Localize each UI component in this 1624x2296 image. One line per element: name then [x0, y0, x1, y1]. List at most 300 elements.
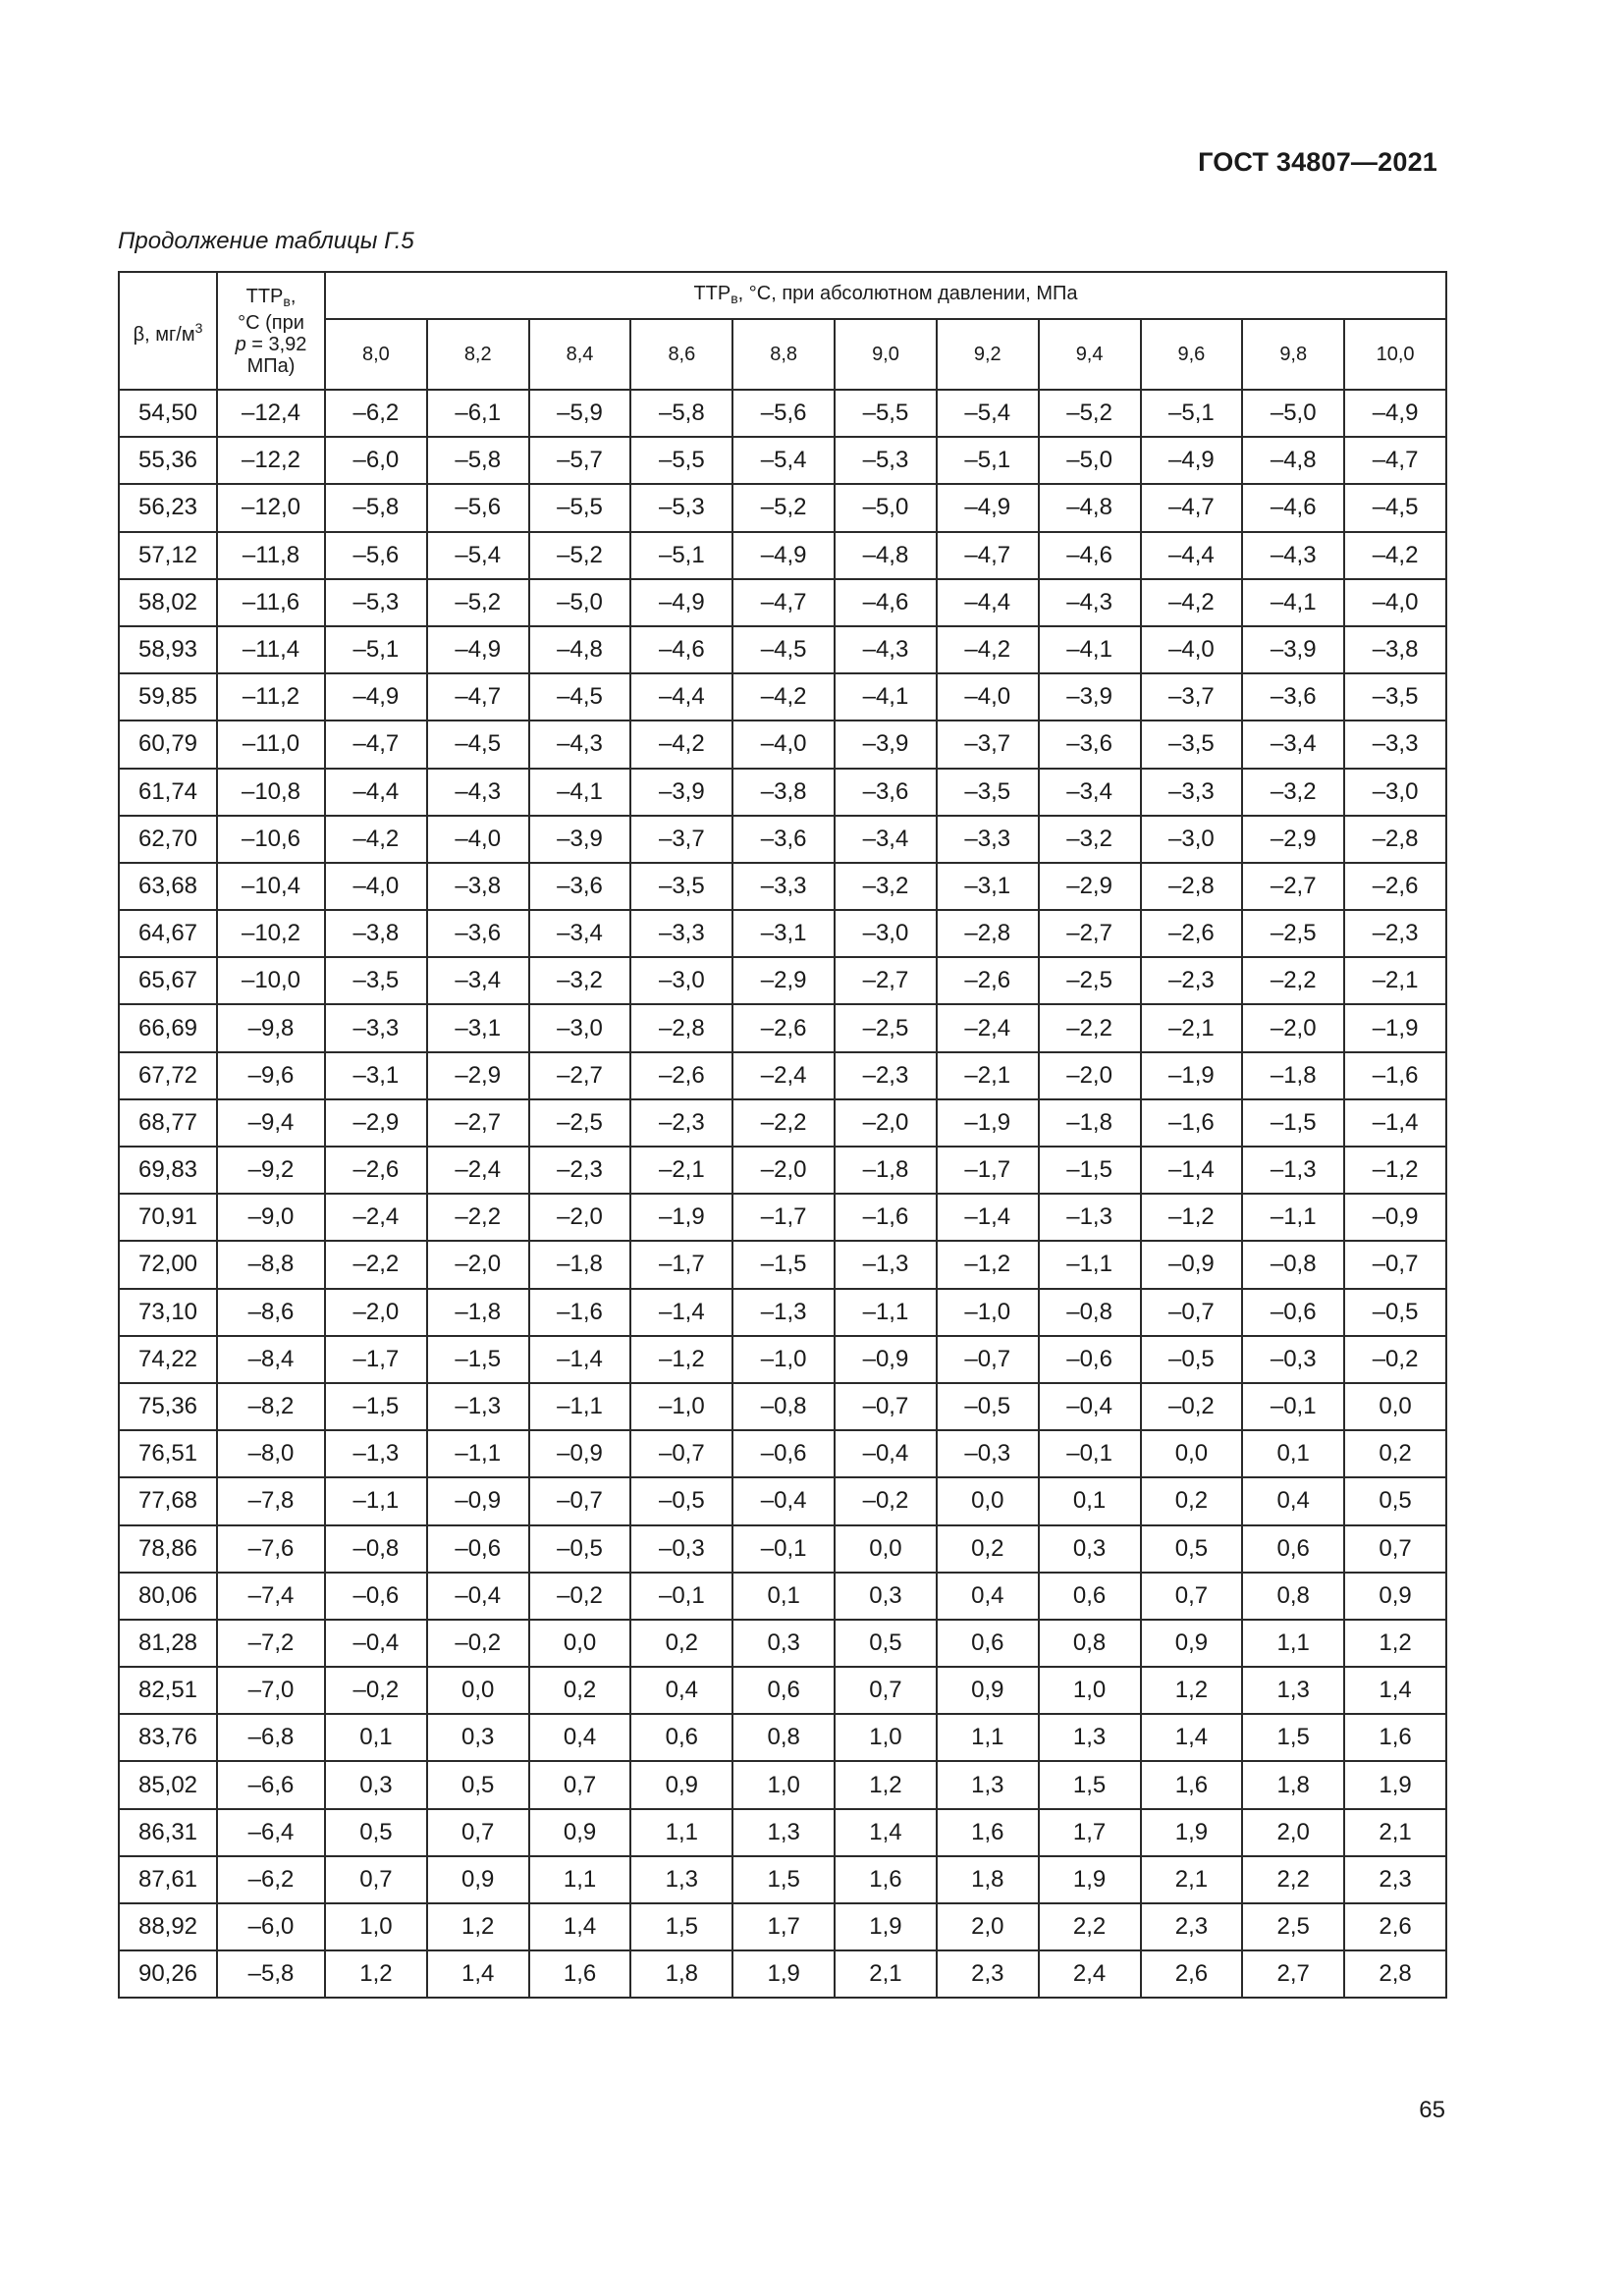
cell-ttr-value: –4,9 [427, 626, 529, 673]
cell-ttr-value: –3,0 [1141, 816, 1243, 863]
cell-ttr-value: –4,5 [427, 721, 529, 768]
cell-ttr-value: –3,4 [529, 910, 631, 957]
cell-ttr-value: –2,5 [529, 1099, 631, 1147]
cell-ttr-value: –2,7 [1242, 863, 1344, 910]
cell-ttr-reference: –7,4 [217, 1573, 325, 1620]
cell-beta: 90,26 [119, 1950, 217, 1998]
cell-ttr-value: –2,9 [427, 1052, 529, 1099]
table-row [119, 816, 1446, 863]
cell-ttr-value: 2,1 [1141, 1856, 1243, 1903]
cell-ttr-value: –1,8 [835, 1147, 937, 1194]
cell-ttr-value: 1,3 [630, 1856, 732, 1903]
cell-ttr-value: –3,6 [529, 863, 631, 910]
table-row [119, 484, 1446, 531]
cell-ttr-value: –3,2 [1242, 769, 1344, 816]
table-row [119, 1620, 1446, 1667]
cell-ttr-value: –3,8 [732, 769, 835, 816]
cell-ttr-value: –0,1 [1242, 1383, 1344, 1430]
cell-ttr-value: –3,5 [937, 769, 1039, 816]
cell-ttr-value: –1,1 [529, 1383, 631, 1430]
cell-beta: 83,76 [119, 1714, 217, 1761]
cell-ttr-value: –1,3 [835, 1241, 937, 1288]
cell-ttr-value: 0,6 [937, 1620, 1039, 1667]
cell-ttr-value: 0,4 [1242, 1477, 1344, 1524]
cell-ttr-reference: –5,8 [217, 1950, 325, 1998]
ttr-unit-line: °С (при [238, 311, 304, 334]
cell-ttr-value: 1,8 [937, 1856, 1039, 1903]
cell-ttr-value: –3,6 [732, 816, 835, 863]
cell-ttr-value: 1,3 [1039, 1714, 1141, 1761]
cell-ttr-value: –3,1 [325, 1052, 427, 1099]
cell-ttr-value: –1,8 [1039, 1099, 1141, 1147]
cell-ttr-value: –1,9 [630, 1194, 732, 1241]
cell-ttr-value: –4,7 [427, 673, 529, 721]
cell-ttr-value: –0,7 [630, 1430, 732, 1477]
cell-beta: 67,72 [119, 1052, 217, 1099]
table-row [119, 1667, 1446, 1714]
cell-ttr-value: –0,5 [1344, 1289, 1446, 1336]
cell-ttr-value: –0,1 [732, 1525, 835, 1573]
cell-ttr-value: 0,2 [1141, 1477, 1243, 1524]
cell-ttr-value: 1,5 [630, 1903, 732, 1950]
header-pressure: 8,4 [529, 319, 631, 390]
cell-beta: 82,51 [119, 1667, 217, 1714]
cell-ttr-value: –6,1 [427, 390, 529, 437]
cell-ttr-value: –4,1 [1242, 579, 1344, 626]
cell-ttr-value: –0,4 [732, 1477, 835, 1524]
cell-ttr-value: –4,5 [529, 673, 631, 721]
cell-ttr-value: –1,3 [732, 1289, 835, 1336]
cell-ttr-value: –4,2 [937, 626, 1039, 673]
cell-ttr-value: –3,1 [937, 863, 1039, 910]
table-row [119, 769, 1446, 816]
table-row [119, 1289, 1446, 1336]
cell-ttr-value: –4,0 [732, 721, 835, 768]
cell-ttr-value: 0,5 [325, 1809, 427, 1856]
table-row [119, 1573, 1446, 1620]
cell-ttr-value: –5,6 [732, 390, 835, 437]
cell-ttr-value: 0,0 [1141, 1430, 1243, 1477]
cell-ttr-value: –1,4 [529, 1336, 631, 1383]
cell-ttr-value: 0,7 [1344, 1525, 1446, 1573]
cell-ttr-value: –4,3 [529, 721, 631, 768]
cell-ttr-value: 1,2 [1344, 1620, 1446, 1667]
cell-ttr-value: –0,1 [1039, 1430, 1141, 1477]
cell-ttr-value: –0,5 [1141, 1336, 1243, 1383]
cell-beta: 74,22 [119, 1336, 217, 1383]
table-row [119, 1477, 1446, 1524]
header-pressure: 9,0 [835, 319, 937, 390]
table-row [119, 390, 1446, 437]
cell-beta: 86,31 [119, 1809, 217, 1856]
cell-ttr-value: –2,7 [835, 957, 937, 1004]
cell-ttr-value: –3,0 [1344, 769, 1446, 816]
cell-ttr-value: 0,6 [1039, 1573, 1141, 1620]
cell-ttr-value: 0,9 [1141, 1620, 1243, 1667]
header-pressure: 8,6 [630, 319, 732, 390]
cell-ttr-value: 0,3 [1039, 1525, 1141, 1573]
cell-ttr-value: –2,4 [325, 1194, 427, 1241]
header-pressure: 9,6 [1141, 319, 1243, 390]
cell-ttr-value: –1,6 [835, 1194, 937, 1241]
cell-ttr-value: –4,6 [1242, 484, 1344, 531]
cell-ttr-value: –4,7 [1141, 484, 1243, 531]
cell-ttr-value: –1,8 [427, 1289, 529, 1336]
cell-ttr-value: –3,1 [427, 1004, 529, 1051]
cell-ttr-reference: –6,6 [217, 1761, 325, 1808]
cell-ttr-value: 1,3 [732, 1809, 835, 1856]
cell-ttr-value: –4,6 [1039, 532, 1141, 579]
cell-ttr-value: –1,3 [1242, 1147, 1344, 1194]
cell-ttr-value: 0,0 [529, 1620, 631, 1667]
cell-beta: 80,06 [119, 1573, 217, 1620]
header-ttr-at-reference [217, 272, 325, 390]
cell-ttr-value: –2,0 [1242, 1004, 1344, 1051]
cell-beta: 88,92 [119, 1903, 217, 1950]
table-row [119, 721, 1446, 768]
cell-ttr-value: –0,2 [1141, 1383, 1243, 1430]
cell-ttr-value: –4,9 [1344, 390, 1446, 437]
cell-ttr-value: –2,6 [630, 1052, 732, 1099]
cell-ttr-value: 2,5 [1242, 1903, 1344, 1950]
cell-ttr-value: –2,1 [1141, 1004, 1243, 1051]
cell-ttr-value: –1,1 [427, 1430, 529, 1477]
cell-beta: 66,69 [119, 1004, 217, 1051]
cell-ttr-value: –0,9 [835, 1336, 937, 1383]
cell-ttr-value: –4,2 [732, 673, 835, 721]
cell-ttr-value: 2,1 [835, 1950, 937, 1998]
cell-ttr-value: –1,1 [835, 1289, 937, 1336]
cell-ttr-value: –3,6 [427, 910, 529, 957]
cell-ttr-reference: –9,2 [217, 1147, 325, 1194]
cell-ttr-value: –1,0 [630, 1383, 732, 1430]
cell-ttr-value: –3,4 [1242, 721, 1344, 768]
cell-ttr-value: –3,9 [630, 769, 732, 816]
cell-ttr-value: 1,2 [325, 1950, 427, 1998]
cell-ttr-value: –3,2 [835, 863, 937, 910]
cell-ttr-value: –2,9 [1039, 863, 1141, 910]
cell-ttr-value: –0,2 [325, 1667, 427, 1714]
ttr-p-unit: МПа) [246, 354, 296, 377]
document-code: ГОСТ 34807—2021 [1198, 147, 1437, 177]
cell-ttr-value: –4,9 [325, 673, 427, 721]
cell-ttr-value: –2,8 [937, 910, 1039, 957]
cell-ttr-value: –3,9 [835, 721, 937, 768]
cell-ttr-value: –4,6 [630, 626, 732, 673]
cell-ttr-value: –0,3 [1242, 1336, 1344, 1383]
cell-ttr-value: –4,2 [1344, 532, 1446, 579]
cell-ttr-reference: –11,0 [217, 721, 325, 768]
cell-ttr-value: –4,3 [1242, 532, 1344, 579]
cell-ttr-value: –6,2 [325, 390, 427, 437]
cell-ttr-value: 1,5 [732, 1856, 835, 1903]
cell-ttr-value: –5,2 [1039, 390, 1141, 437]
table-row [119, 673, 1446, 721]
cell-ttr-value: –4,7 [937, 532, 1039, 579]
cell-beta: 59,85 [119, 673, 217, 721]
cell-ttr-value: 0,0 [937, 1477, 1039, 1524]
cell-ttr-value: –1,7 [937, 1147, 1039, 1194]
cell-ttr-value: 2,7 [1242, 1950, 1344, 1998]
cell-ttr-value: –5,9 [529, 390, 631, 437]
table-row [119, 1147, 1446, 1194]
cell-ttr-value: –1,6 [1141, 1099, 1243, 1147]
ttr-p-value: = 3,92 [245, 333, 307, 355]
beta-unit-sup: 3 [194, 319, 203, 336]
cell-ttr-value: –4,8 [1039, 484, 1141, 531]
header-pressure: 10,0 [1344, 319, 1446, 390]
cell-ttr-value: –1,0 [732, 1336, 835, 1383]
cell-ttr-value: –1,4 [630, 1289, 732, 1336]
cell-ttr-value: –2,7 [529, 1052, 631, 1099]
cell-ttr-value: 2,2 [1242, 1856, 1344, 1903]
cell-ttr-value: –0,9 [1141, 1241, 1243, 1288]
cell-ttr-value: 2,0 [1242, 1809, 1344, 1856]
cell-ttr-value: 0,7 [529, 1761, 631, 1808]
cell-beta: 54,50 [119, 390, 217, 437]
table-row [119, 626, 1446, 673]
cell-ttr-value: –2,1 [630, 1147, 732, 1194]
cell-ttr-value: –4,7 [1344, 437, 1446, 484]
cell-ttr-value: –3,6 [1039, 721, 1141, 768]
cell-ttr-value: –0,8 [325, 1525, 427, 1573]
cell-ttr-value: –1,5 [1039, 1147, 1141, 1194]
cell-ttr-value: 1,6 [1344, 1714, 1446, 1761]
table-row [119, 1950, 1446, 1998]
cell-ttr-value: 1,1 [529, 1856, 631, 1903]
cell-ttr-value: 1,7 [1039, 1809, 1141, 1856]
cell-ttr-value: –5,6 [325, 532, 427, 579]
cell-ttr-reference: –7,2 [217, 1620, 325, 1667]
cell-ttr-value: –0,8 [1039, 1289, 1141, 1336]
table-row [119, 1099, 1446, 1147]
cell-ttr-value: 0,1 [1242, 1430, 1344, 1477]
cell-ttr-value: –3,0 [630, 957, 732, 1004]
cell-ttr-value: –4,5 [1344, 484, 1446, 531]
cell-ttr-value: –3,6 [835, 769, 937, 816]
group-ttr-tail: , °С, при абсолютном давлении, МПа [737, 282, 1078, 304]
cell-ttr-value: 0,4 [630, 1667, 732, 1714]
cell-ttr-value: –3,5 [630, 863, 732, 910]
cell-ttr-value: –3,9 [1242, 626, 1344, 673]
cell-ttr-value: 1,8 [1242, 1761, 1344, 1808]
cell-ttr-value: –3,9 [529, 816, 631, 863]
cell-ttr-value: –0,5 [529, 1525, 631, 1573]
table-row [119, 1004, 1446, 1051]
cell-ttr-value: –2,6 [937, 957, 1039, 1004]
cell-ttr-value: –4,7 [732, 579, 835, 626]
cell-ttr-value: 0,4 [937, 1573, 1039, 1620]
cell-ttr-value: –2,3 [630, 1099, 732, 1147]
cell-ttr-value: –0,6 [1039, 1336, 1141, 1383]
cell-ttr-value: 0,9 [427, 1856, 529, 1903]
cell-ttr-value: –2,4 [732, 1052, 835, 1099]
cell-beta: 76,51 [119, 1430, 217, 1477]
cell-ttr-reference: –8,0 [217, 1430, 325, 1477]
cell-ttr-value: –0,9 [529, 1430, 631, 1477]
group-ttr-subscript: в [731, 290, 738, 306]
cell-ttr-reference: –11,4 [217, 626, 325, 673]
table-row [119, 910, 1446, 957]
cell-ttr-value: –4,0 [1141, 626, 1243, 673]
cell-ttr-value: –2,9 [732, 957, 835, 1004]
cell-ttr-value: –1,5 [427, 1336, 529, 1383]
ttr-p-symbol: p [235, 333, 246, 355]
cell-beta: 60,79 [119, 721, 217, 768]
cell-ttr-value: –0,2 [427, 1620, 529, 1667]
table-row [119, 957, 1446, 1004]
cell-ttr-value: 0,7 [1141, 1573, 1243, 1620]
cell-ttr-reference: –10,6 [217, 816, 325, 863]
cell-ttr-value: –1,1 [325, 1477, 427, 1524]
cell-ttr-value: 0,6 [1242, 1525, 1344, 1573]
cell-ttr-value: –1,4 [1141, 1147, 1243, 1194]
cell-ttr-value: –0,4 [1039, 1383, 1141, 1430]
cell-ttr-value: –1,3 [1039, 1194, 1141, 1241]
cell-ttr-value: –2,0 [732, 1147, 835, 1194]
cell-ttr-value: –4,1 [1039, 626, 1141, 673]
cell-beta: 58,93 [119, 626, 217, 673]
cell-ttr-value: 0,5 [427, 1761, 529, 1808]
cell-ttr-reference: –7,6 [217, 1525, 325, 1573]
cell-ttr-value: 1,6 [835, 1856, 937, 1903]
cell-ttr-value: –0,7 [835, 1383, 937, 1430]
group-ttr-label: ТТР [693, 282, 731, 304]
cell-ttr-value: –3,8 [427, 863, 529, 910]
cell-beta: 73,10 [119, 1289, 217, 1336]
cell-ttr-value: –3,7 [630, 816, 732, 863]
cell-ttr-value: 2,6 [1344, 1903, 1446, 1950]
cell-ttr-value: 0,7 [325, 1856, 427, 1903]
cell-ttr-value: –2,0 [1039, 1052, 1141, 1099]
cell-ttr-value: –5,4 [427, 532, 529, 579]
cell-ttr-value: –5,1 [1141, 390, 1243, 437]
cell-ttr-value: –0,9 [1344, 1194, 1446, 1241]
cell-ttr-value: –0,8 [1242, 1241, 1344, 1288]
cell-ttr-value: –4,9 [630, 579, 732, 626]
table-row [119, 1194, 1446, 1241]
cell-ttr-value: –4,9 [732, 532, 835, 579]
cell-ttr-value: 2,6 [1141, 1950, 1243, 1998]
cell-ttr-reference: –7,8 [217, 1477, 325, 1524]
cell-ttr-value: –5,0 [1039, 437, 1141, 484]
cell-ttr-value: 1,0 [835, 1714, 937, 1761]
cell-ttr-value: –1,2 [937, 1241, 1039, 1288]
cell-ttr-value: 1,4 [427, 1950, 529, 1998]
cell-ttr-reference: –10,2 [217, 910, 325, 957]
cell-ttr-value: 1,0 [325, 1903, 427, 1950]
cell-ttr-reference: –9,8 [217, 1004, 325, 1051]
cell-beta: 61,74 [119, 769, 217, 816]
cell-ttr-value: –0,4 [427, 1573, 529, 1620]
cell-ttr-reference: –8,6 [217, 1289, 325, 1336]
cell-ttr-value: 0,6 [630, 1714, 732, 1761]
cell-ttr-value: –5,1 [937, 437, 1039, 484]
table-row [119, 532, 1446, 579]
cell-ttr-value: –5,5 [630, 437, 732, 484]
cell-ttr-value: –4,8 [1242, 437, 1344, 484]
cell-beta: 75,36 [119, 1383, 217, 1430]
table-row [119, 1336, 1446, 1383]
cell-ttr-value: –2,2 [427, 1194, 529, 1241]
cell-ttr-value: –0,3 [937, 1430, 1039, 1477]
cell-ttr-value: –3,7 [937, 721, 1039, 768]
cell-ttr-value: –0,6 [732, 1430, 835, 1477]
cell-ttr-value: 0,4 [529, 1714, 631, 1761]
cell-ttr-value: –5,0 [1242, 390, 1344, 437]
table-row [119, 579, 1446, 626]
cell-ttr-value: –2,8 [630, 1004, 732, 1051]
table-row [119, 1761, 1446, 1808]
cell-ttr-value: 1,9 [1039, 1856, 1141, 1903]
cell-ttr-value: –4,5 [732, 626, 835, 673]
cell-beta: 56,23 [119, 484, 217, 531]
cell-ttr-value: –4,4 [1141, 532, 1243, 579]
cell-ttr-value: 0,1 [732, 1573, 835, 1620]
cell-ttr-reference: –12,4 [217, 390, 325, 437]
cell-beta: 70,91 [119, 1194, 217, 1241]
cell-ttr-value: 1,3 [937, 1761, 1039, 1808]
cell-ttr-value: –3,2 [529, 957, 631, 1004]
cell-ttr-value: –5,3 [630, 484, 732, 531]
beta-symbol: β [133, 323, 145, 346]
cell-ttr-value: –2,3 [1344, 910, 1446, 957]
cell-ttr-value: 0,6 [732, 1667, 835, 1714]
cell-beta: 87,61 [119, 1856, 217, 1903]
cell-ttr-value: –5,8 [427, 437, 529, 484]
cell-ttr-value: –0,4 [835, 1430, 937, 1477]
cell-ttr-value: –0,5 [937, 1383, 1039, 1430]
cell-ttr-value: –4,0 [937, 673, 1039, 721]
cell-ttr-value: –1,9 [1141, 1052, 1243, 1099]
cell-ttr-value: –4,4 [630, 673, 732, 721]
cell-ttr-value: –0,4 [325, 1620, 427, 1667]
cell-ttr-value: –1,2 [1141, 1194, 1243, 1241]
cell-beta: 65,67 [119, 957, 217, 1004]
cell-ttr-reference: –11,2 [217, 673, 325, 721]
header-pressure-group [325, 272, 1446, 319]
cell-beta: 81,28 [119, 1620, 217, 1667]
cell-ttr-value: –5,0 [835, 484, 937, 531]
cell-ttr-value: 0,3 [732, 1620, 835, 1667]
cell-ttr-value: 1,9 [1344, 1761, 1446, 1808]
cell-ttr-value: 0,1 [325, 1714, 427, 1761]
cell-ttr-value: 1,9 [835, 1903, 937, 1950]
cell-ttr-value: –4,9 [1141, 437, 1243, 484]
cell-ttr-value: 2,0 [937, 1903, 1039, 1950]
table-row [119, 1052, 1446, 1099]
ttr-label: ТТР [245, 285, 284, 307]
cell-ttr-value: 1,2 [427, 1903, 529, 1950]
cell-ttr-value: 0,9 [1344, 1573, 1446, 1620]
cell-ttr-value: –1,8 [529, 1241, 631, 1288]
cell-ttr-value: 0,3 [325, 1761, 427, 1808]
cell-ttr-value: –2,3 [1141, 957, 1243, 1004]
cell-ttr-value: –3,3 [1141, 769, 1243, 816]
cell-ttr-value: –4,2 [1141, 579, 1243, 626]
cell-ttr-value: 1,0 [732, 1761, 835, 1808]
cell-ttr-value: 0,3 [427, 1714, 529, 1761]
cell-ttr-value: –2,8 [1141, 863, 1243, 910]
cell-ttr-value: –1,0 [937, 1289, 1039, 1336]
cell-ttr-reference: –11,8 [217, 532, 325, 579]
cell-ttr-value: –2,3 [835, 1052, 937, 1099]
cell-ttr-value: –1,6 [529, 1289, 631, 1336]
cell-ttr-value: 1,9 [732, 1950, 835, 1998]
cell-ttr-reference: –10,0 [217, 957, 325, 1004]
cell-ttr-value: 1,9 [1141, 1809, 1243, 1856]
cell-ttr-value: –3,0 [529, 1004, 631, 1051]
